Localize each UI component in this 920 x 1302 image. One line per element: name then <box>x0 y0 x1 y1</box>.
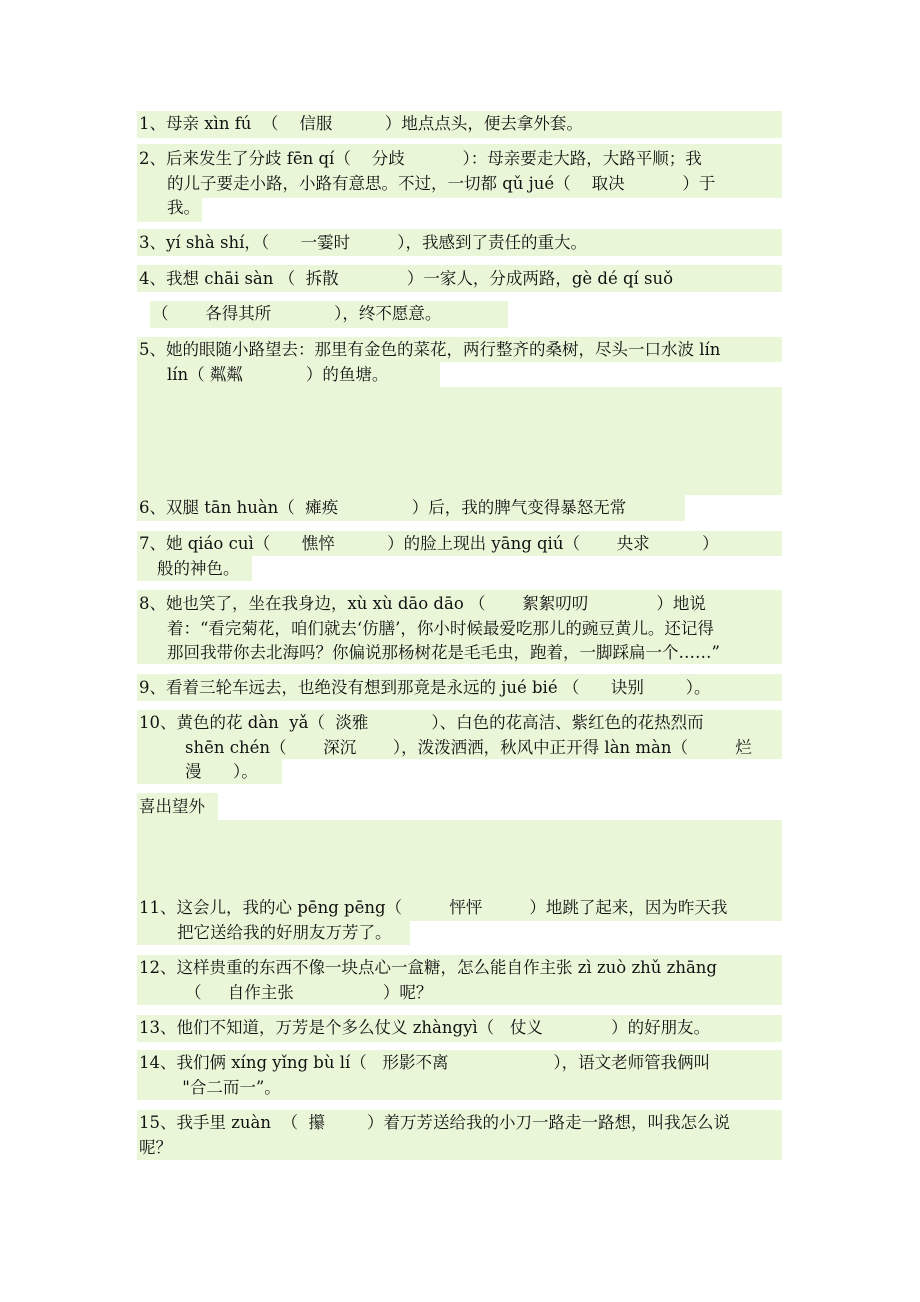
highlight-gap <box>410 921 782 946</box>
item-6-line-1: 6、双腿 tān huàn（ 瘫痪 ）后，我的脾气变得暴怒无常 <box>139 498 627 517</box>
item-15-line-2: 呢？ <box>139 1138 172 1157</box>
item-3-line-1: 3、yí shà shí，（ 一霎时 ），我感到了责任的重大。 <box>139 233 588 252</box>
item-5-line-2: lín（ 粼粼 ）的鱼塘。 <box>167 365 389 384</box>
highlight-gap <box>282 759 782 784</box>
item-15-line-1: 15、我手里 zuàn （ 攥 ）着万芳送给我的小刀一路走一路想，叫我怎么说 <box>139 1113 730 1132</box>
item-9-line-1: 9、看着三轮车远去，也绝没有想到那竟是永远的 jué bié （ 诀别 ）。 <box>139 678 711 697</box>
item-8-line-1: 8、她也笑了，坐在我身边，xù xù dāo dāo （ 絮絮叨叨 ）地说 <box>139 594 706 613</box>
item-11-line-2: 把它送给我的好朋友万芳了。 <box>177 923 392 942</box>
item-7-line-1: 7、她 qiáo cuì（ 憔悴 ）的脸上现出 yāng qiú（ 央求 ） <box>139 534 719 553</box>
item-14-line-1: 14、我们俩 xíng yǐng bù lí（ 形影不离 ），语文老师管我俩叫 <box>139 1053 711 1072</box>
item-7-line-2: 般的神色。 <box>157 559 240 578</box>
item-4-line-1: 4、我想 chāi sàn （ 拆散 ）一家人，分成两路，gè dé qí suǒ <box>139 269 674 288</box>
item-11-line-1: 11、这会儿，我的心 pēng pēng（ 怦怦 ）地跳了起来，因为昨天我 <box>139 898 728 917</box>
item-10-line-3: 漫 ）。 <box>185 762 258 781</box>
item-2-line-2: 的儿子要走小路，小路有意思。不过，一切都 qǔ jué（ 取决 ）于 <box>167 174 716 193</box>
item-10-line-2: shēn chén（ 深沉 ），泼泼洒洒，秋风中正开得 làn màn（ 烂 <box>185 738 752 757</box>
item-12-line-1: 12、这样贵重的东西不像一块点心一盒糖，怎么能自作主张 zì zuò zhǔ zhāng <box>139 958 717 977</box>
item-5-line-1: 5、她的眼随小路望去：那里有金色的菜花，两行整齐的桑树，尽头一口水波 lín <box>139 340 721 359</box>
item-2-line-1: 2、后来发生了分歧 fēn qí（ 分歧 ）：母亲要走大路，大路平顺；我 <box>139 149 702 168</box>
item-10-line-1: 10、黄色的花 dàn yǎ（ 淡雅 ）、白色的花高洁、紫红色的花热烈而 <box>139 713 704 732</box>
item-13-line-1: 13、他们不知道，万芳是个多么仗义 zhàngyì（ 仗义 ）的好朋友。 <box>139 1018 711 1037</box>
item-8-line-3: 那回我带你去北海吗？你偏说那杨树花是毛毛虫，跑着，一脚踩扁一个……” <box>167 643 720 662</box>
item-12-line-2: （ 自作主张 ）呢？ <box>185 983 433 1002</box>
section-heading: 喜出望外 <box>139 797 205 816</box>
item-14-line-2: "合二而一”。 <box>177 1078 281 1097</box>
highlight-gap <box>202 198 782 223</box>
highlight-gap <box>440 362 782 387</box>
item-8-line-2: 着：“看完菊花，咱们就去‘仿膳’，你小时候最爱吃那儿的豌豆黄儿。还记得 <box>167 619 714 638</box>
item-1-line-1: 1、母亲 xìn fú （ 信服 ）地点点头，便去拿外套。 <box>139 114 583 133</box>
item-2-line-3: 我。 <box>167 198 200 217</box>
highlight-gap <box>252 556 782 581</box>
item-4-line-2: （ 各得其所 ），终不愿意。 <box>152 304 442 323</box>
highlight-gap <box>218 793 782 820</box>
